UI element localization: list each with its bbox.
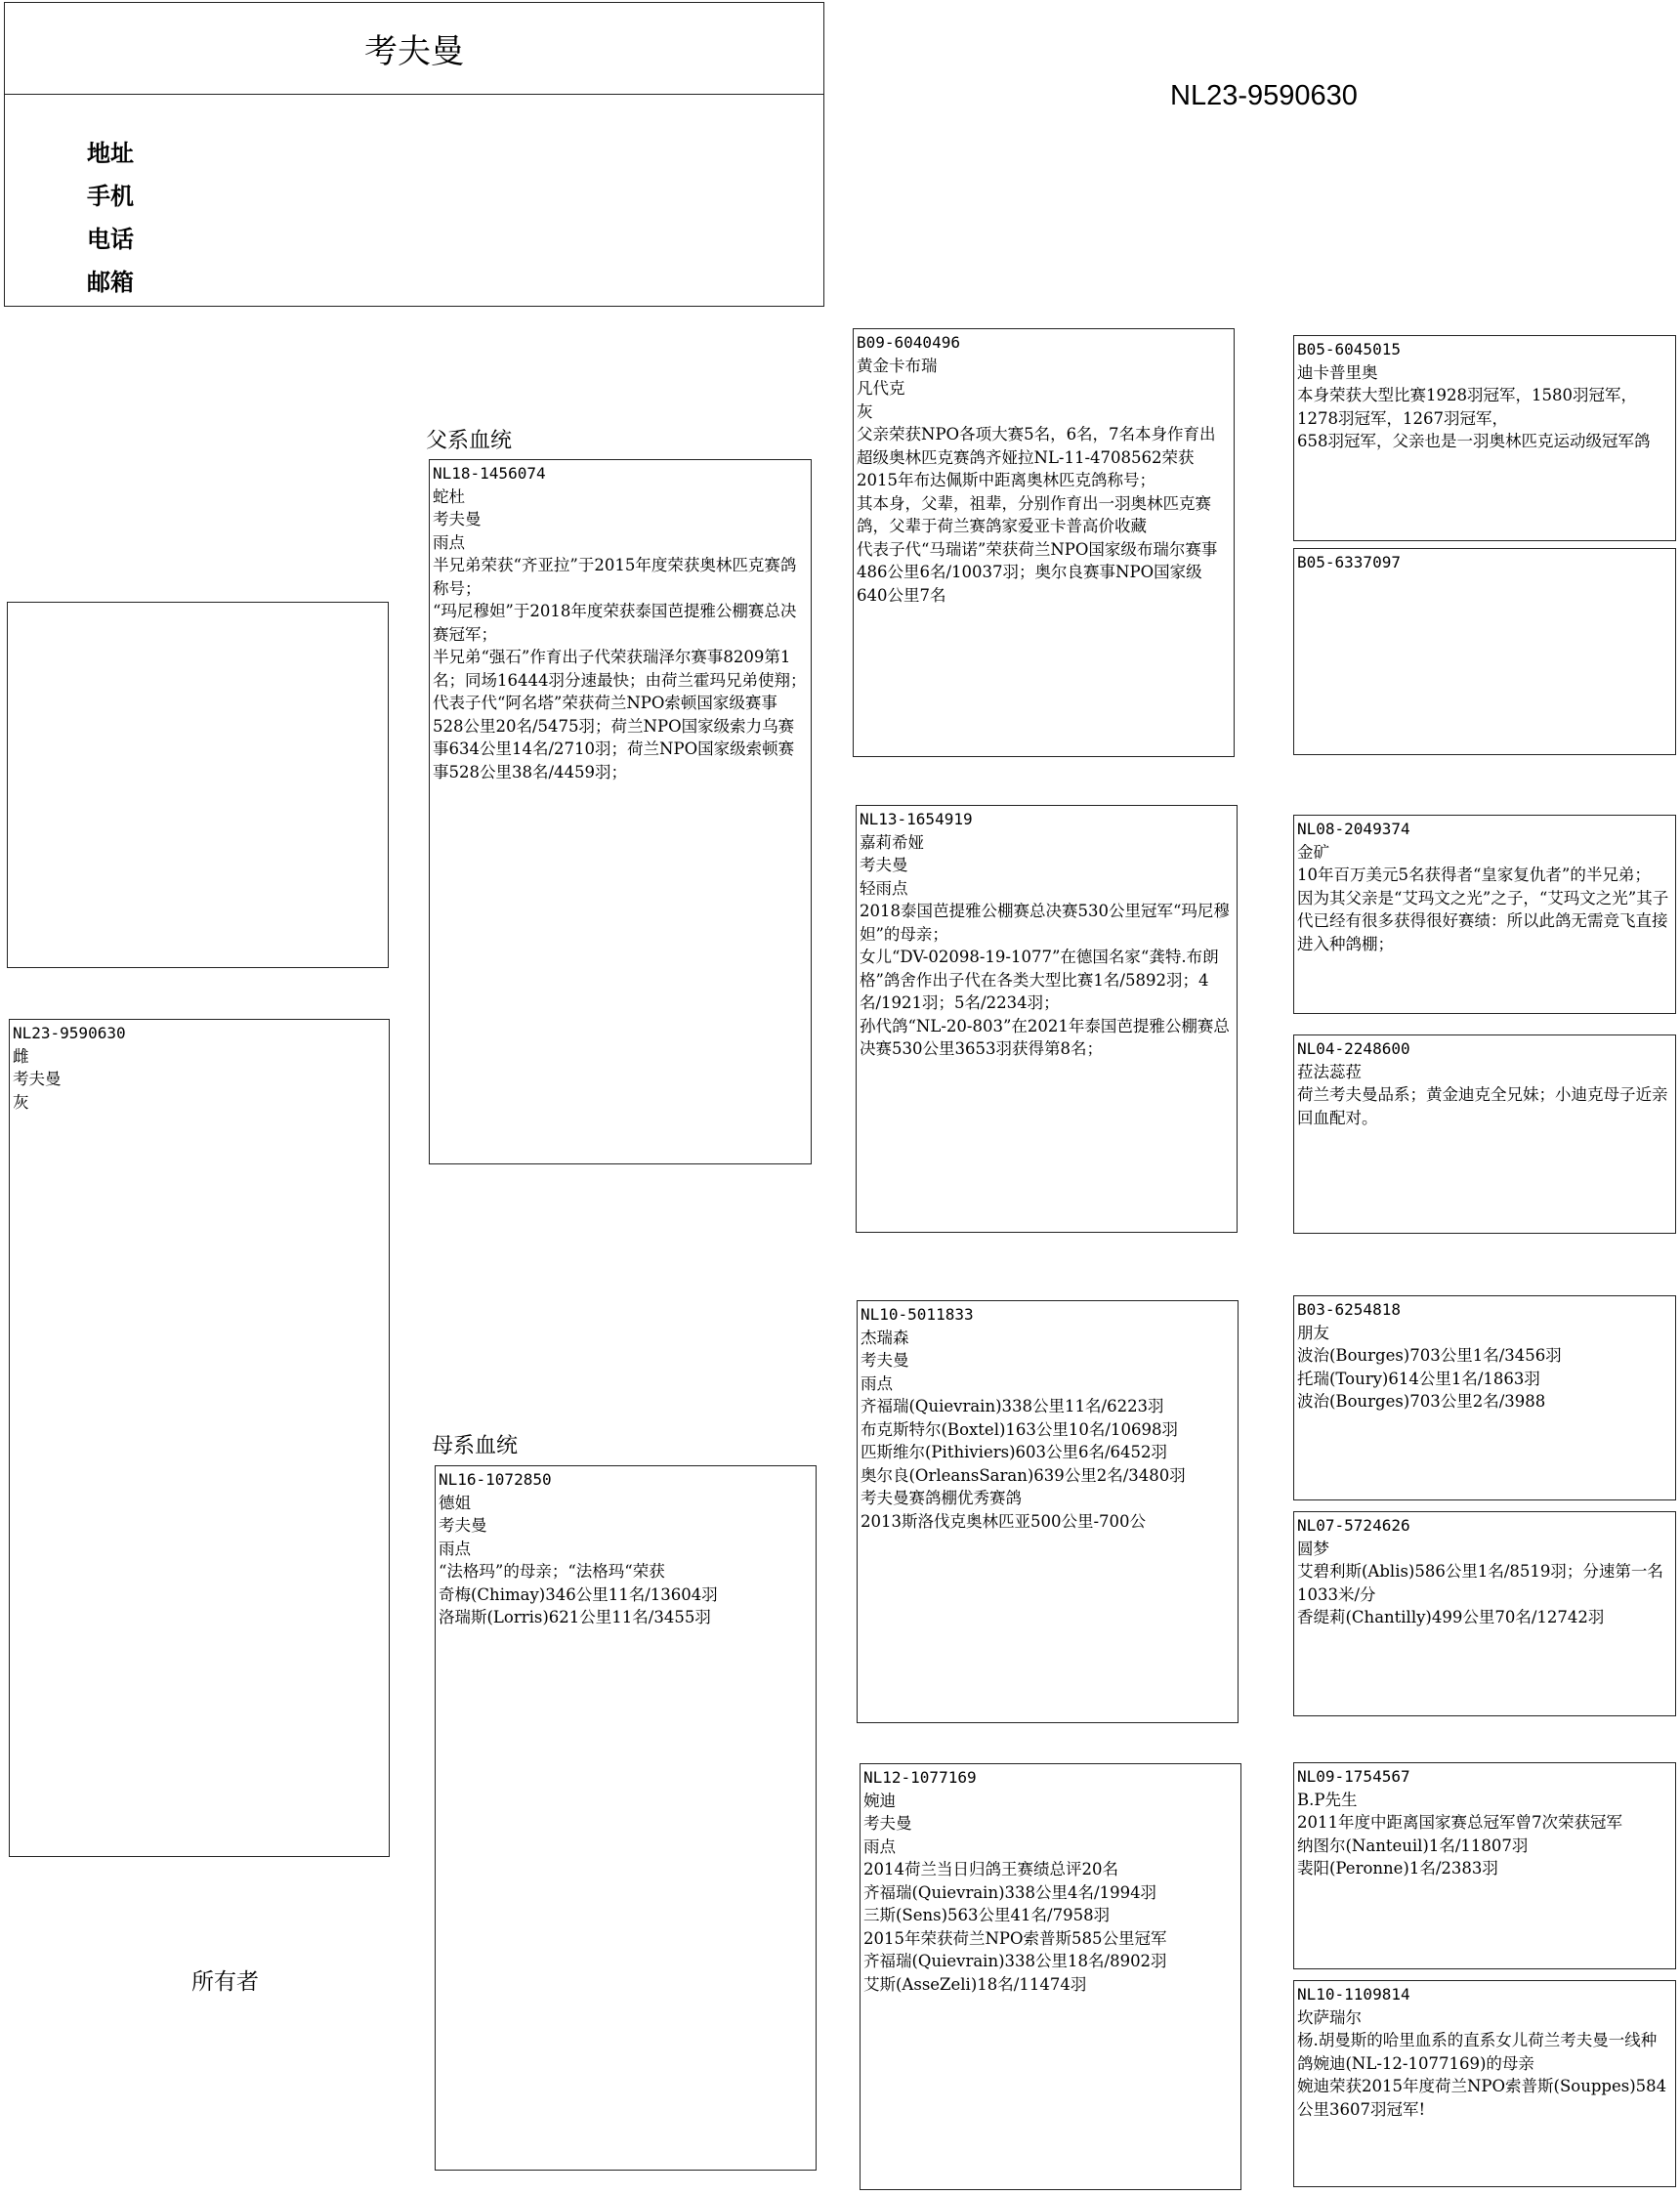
pedigree-line: 荷兰考夫曼品系；黄金迪克全兄妹；小迪克母子近亲回血配对。 — [1297, 1085, 1668, 1127]
ring-number: NL10-1109814 — [1297, 1985, 1410, 2004]
ddd-card — [1293, 1980, 1676, 2187]
pedigree-line: 雨点 — [861, 1373, 893, 1393]
sire-lineage-label: 父系血统 — [426, 429, 513, 453]
pedigree-line: 考夫曼赛鸽棚优秀赛鸽 — [861, 1489, 1022, 1507]
pedigree-line: 杰瑞森 — [861, 1328, 909, 1347]
ring-number: NL04-2248600 — [1297, 1039, 1410, 1058]
contact-email-label: 邮箱 — [87, 269, 134, 296]
dam-sire-card — [857, 1300, 1239, 1723]
dam-card — [435, 1465, 817, 2171]
pedigree-line: 迪卡普里奥 — [1297, 362, 1378, 382]
ring-number: NL07-5724626 — [1297, 1516, 1410, 1535]
ring-number: NL18-1456074 — [433, 464, 546, 483]
pedigree-line: 考夫曼 — [13, 1070, 62, 1088]
pedigree-line: 父亲荣获NPO各项大赛5名，6名，7名本身作育出超级奥林匹克赛鸽齐娅拉NL-11-4708562荣获2015年布达佩斯中距离奥林匹克鸽称号； — [857, 425, 1216, 489]
pedigree-line: 嘉莉希娅 — [860, 832, 924, 852]
pedigree-line: 婉迪荣获2015年度荷兰NPO索普斯(Souppes)584公里3607羽冠军! — [1297, 2077, 1667, 2119]
pedigree-line: 裴阳(Peronne)1名/2383羽 — [1297, 1859, 1498, 1878]
dsd-card — [1293, 1511, 1676, 1716]
pedigree-line: 布克斯特尔(Boxtel)163公里10名/10698羽 — [861, 1419, 1178, 1439]
pedigree-line: 代表子代“阿名塔”荣获荷兰NPO索顿国家级赛事528公里20名/5475羽；荷兰NPO国家级索力乌赛事634公里14名/2710羽；荷兰NPO国家级索顿赛事528公里38名/4459羽； — [433, 694, 795, 781]
sdd-card — [1293, 1034, 1676, 1234]
contact-mobile-label: 手机 — [87, 183, 134, 210]
ring-number: B05-6045015 — [1297, 340, 1401, 359]
dam-lineage-label: 母系血统 — [432, 1434, 519, 1458]
pedigree-line: 奥尔良(OrleansSaran)639公里2名/3480羽 — [861, 1465, 1186, 1485]
pedigree-line: 波治(Bourges)703公里1名/3456羽 — [1297, 1346, 1562, 1365]
pedigree-line: 纳图尔(Nanteuil)1名/11807羽 — [1297, 1836, 1529, 1855]
pedigree-line: 菈法蕊菈 — [1297, 1062, 1362, 1081]
pedigree-line: 圆梦 — [1297, 1539, 1329, 1558]
pedigree-line: 2015年荣获荷兰NPO索普斯585公里冠军 — [863, 1928, 1167, 1948]
pedigree-line: 考夫曼 — [863, 1814, 912, 1833]
pedigree-line: 2018泰国芭提雅公棚赛总决赛530公里冠军“玛尼穆妲”的母亲； — [860, 902, 1230, 944]
pedigree-line: 2013斯洛伐克奥林匹亚500公里-700公 — [861, 1511, 1147, 1531]
owner-label: 所有者 — [191, 1969, 259, 1995]
pedigree-line: 香缇莉(Chantilly)499公里70名/12742羽 — [1297, 1608, 1605, 1626]
pedigree-line: “玛尼穆妲”于2018年度荣获泰国芭提雅公棚赛总决赛冠军； — [433, 602, 797, 644]
ring-number: NL16-1072850 — [439, 1470, 552, 1489]
dss-card — [1293, 1295, 1676, 1500]
ring-number-heading: NL23-9590630 — [1170, 80, 1358, 111]
header-box — [4, 2, 824, 307]
ring-number: NL12-1077169 — [863, 1768, 977, 1787]
pedigree-line: 齐福瑞(Quievrain)338公里4名/1994羽 — [863, 1882, 1157, 1902]
pedigree-line: 2014荷兰当日归鸽王赛绩总评20名 — [863, 1860, 1118, 1878]
ring-number: NL10-5011833 — [861, 1305, 974, 1324]
pedigree-line: 齐福瑞(Quievrain)338公里11名/6223羽 — [861, 1397, 1164, 1415]
pedigree-line: 朋友 — [1297, 1323, 1329, 1342]
pedigree-line: 匹斯维尔(Pithiviers)603公里6名/6452羽 — [861, 1443, 1168, 1461]
pedigree-line: 考夫曼 — [439, 1516, 487, 1535]
ring-number: B09-6040496 — [857, 333, 960, 352]
pedigree-line: “法格玛”的母亲；“法格玛“荣获 — [439, 1562, 665, 1581]
pedigree-line: 齐福瑞(Quievrain)338公里18名/8902羽 — [863, 1952, 1167, 1970]
contact-phone-label: 电话 — [87, 226, 134, 253]
ring-number: NL08-2049374 — [1297, 820, 1410, 838]
pedigree-line: 雨点 — [433, 532, 465, 552]
pedigree-line: 艾斯(AsseZeli)18名/11474羽 — [863, 1974, 1087, 1994]
sire-dam-card — [856, 805, 1238, 1233]
ssd-card — [1293, 548, 1676, 755]
pedigree-line: 婉迪 — [863, 1791, 896, 1810]
pedigree-line: 雌 — [13, 1046, 29, 1066]
pedigree-line: 托瑞(Toury)614公里1名/1863羽 — [1297, 1369, 1540, 1388]
ring-number: NL13-1654919 — [860, 810, 973, 828]
sds-card — [1293, 815, 1676, 1014]
photo-placeholder — [7, 602, 389, 968]
pedigree-line: 德姐 — [439, 1493, 471, 1512]
ring-number: NL23-9590630 — [13, 1024, 126, 1042]
pedigree-line: 灰 — [857, 401, 873, 421]
pedigree-line: 杨.胡曼斯的哈里血系的直系女儿荷兰考夫曼一线种鸽婉迪(NL-12-1077169)的母亲 — [1297, 2031, 1658, 2073]
pedigree-line: 蛇杜 — [433, 486, 465, 506]
ring-number: NL09-1754567 — [1297, 1767, 1410, 1786]
pedigree-line: 三斯(Sens)563公里41名/7958羽 — [863, 1906, 1111, 1924]
pedigree-line: 黄金卡布瑞 — [857, 356, 938, 375]
sire-card — [429, 459, 812, 1164]
ring-number: B05-6337097 — [1297, 553, 1401, 571]
pedigree-line: 孙代鸽“NL-20-803”在2021年泰国芭提雅公棚赛总决赛530公里3653羽获得第8名； — [860, 1016, 1230, 1058]
pedigree-line: 考夫曼 — [861, 1351, 909, 1370]
pedigree-line: 雨点 — [439, 1539, 471, 1558]
pedigree-line: 658羽冠军，父亲也是一羽奥林匹克运动级冠军鸽 — [1297, 432, 1651, 450]
pedigree-line: B.P先生 — [1297, 1790, 1358, 1809]
pedigree-line: 灰 — [13, 1092, 29, 1112]
pedigree-line: 奇梅(Chimay)346公里11名/13604羽 — [439, 1584, 718, 1604]
pedigree-line: 半兄弟“强石”作育出子代荣获瑞泽尔赛事8209第1名；同场16444羽分速最快；由荷兰霍玛兄弟使翔； — [433, 648, 807, 690]
ring-number: B03-6254818 — [1297, 1300, 1401, 1319]
pedigree-line: 波治(Bourges)703公里2名/3988 — [1297, 1392, 1546, 1411]
pedigree-line: 艾碧利斯(Ablis)586公里1名/8519羽；分速第一名1033米/分 — [1297, 1562, 1663, 1604]
pedigree-line: 凡代克 — [857, 379, 905, 398]
pedigree-line: 金矿 — [1297, 842, 1329, 862]
pedigree-line: 10年百万美元5名获得者“皇家复仇者”的半兄弟； — [1297, 865, 1651, 884]
pedigree-line: 2011年度中距离国家赛总冠军曾7次荣获冠军 — [1297, 1813, 1622, 1832]
pedigree-line: 洛瑞斯(Lorris)621公里11名/3455羽 — [439, 1608, 711, 1626]
pedigree-line: 雨点 — [863, 1836, 896, 1856]
subject-card — [9, 1019, 390, 1857]
pedigree-line: 代表子代“马瑞诺”荣获荷兰NPO国家级布瑞尔赛事486公里6名/10037羽；奥尔良赛事NPO国家级640公里7名 — [857, 539, 1218, 605]
pedigree-line: 轻雨点 — [860, 878, 908, 898]
pedigree-line: 考夫曼 — [433, 510, 482, 528]
pedigree-line: 本身荣获大型比赛1928羽冠军，1580羽冠军，1278羽冠军，1267羽冠军， — [1297, 386, 1637, 428]
sss-card — [1293, 335, 1676, 541]
contact-address-label: 地址 — [87, 140, 134, 167]
pedigree-line: 考夫曼 — [860, 856, 908, 874]
sire-sire-card — [853, 328, 1235, 757]
breeder-title: 考夫曼 — [5, 3, 823, 95]
pedigree-line: 半兄弟荣获“齐亚拉”于2015年度荣获奥林匹克赛鸽称号； — [433, 556, 797, 598]
dam-dam-card — [860, 1763, 1241, 2190]
pedigree-line: 坎萨瑞尔 — [1297, 2007, 1362, 2027]
pedigree-line: 其本身，父辈，祖辈，分别作育出一羽奥林匹克赛鸽，父辈于荷兰赛鸽家爱亚卡普高价收藏 — [857, 493, 1211, 535]
pedigree-line: 女儿“DV-02098-19-1077”在德国名家“龚特.布朗格”鸽舍作出子代在各类大型比赛1名/5892羽；4名/1921羽；5名/2234羽； — [860, 948, 1219, 1012]
dds-card — [1293, 1762, 1676, 1969]
pedigree-line: 因为其父亲是“艾玛文之光”之子，“艾玛文之光”其子代已经有很多获得很好赛绩：所以此鸽无需竞飞直接进入种鸽棚； — [1297, 888, 1669, 953]
